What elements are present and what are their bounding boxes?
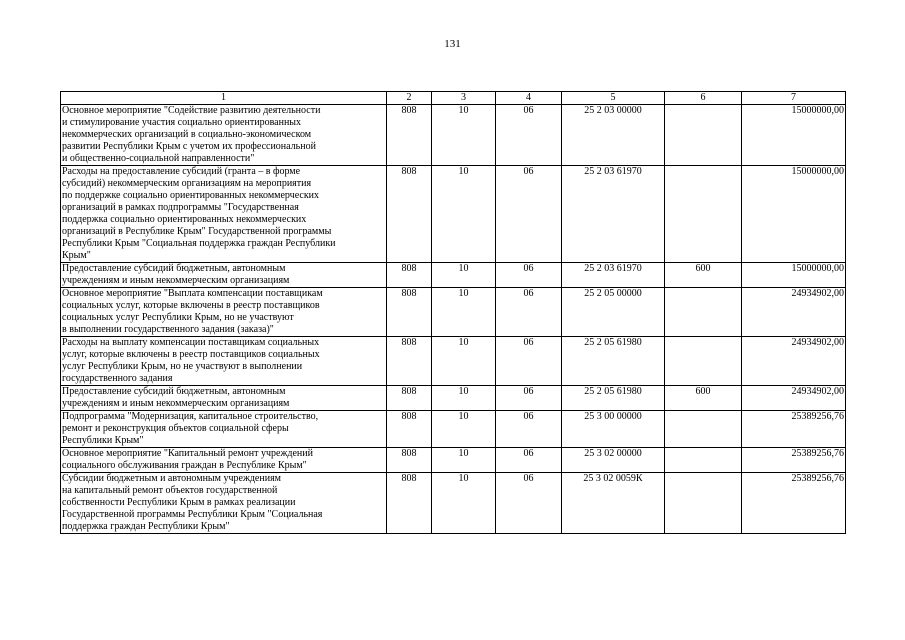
target-article-cell: 25 3 02 00000 (562, 448, 665, 473)
target-article-cell: 25 2 03 61970 (562, 166, 665, 263)
subsection-code-cell: 06 (496, 166, 562, 263)
expense-type-cell: 600 (665, 386, 742, 411)
section-code-cell: 10 (432, 105, 496, 166)
section-code-cell: 10 (432, 166, 496, 263)
budget-table (60, 91, 846, 534)
expense-type-cell (665, 473, 742, 534)
section-code-cell: 10 (432, 288, 496, 337)
section-code-cell: 10 (432, 386, 496, 411)
item-name-cell: Предоставление субсидий бюджетным, автономным учреждениям и иным некоммерческим организациям (61, 263, 387, 288)
ministry-code-cell: 808 (387, 411, 432, 448)
amount-cell: 15000000,00 (742, 105, 846, 166)
target-article-cell: 25 2 05 61980 (562, 337, 665, 386)
section-code-cell: 10 (432, 448, 496, 473)
ministry-code-cell: 808 (387, 448, 432, 473)
subsection-code-cell: 06 (496, 263, 562, 288)
table-row (61, 166, 846, 263)
header-cell: 2 (387, 92, 432, 105)
amount-cell: 24934902,00 (742, 288, 846, 337)
expense-type-cell (665, 166, 742, 263)
table-row (61, 288, 846, 337)
expense-type-cell (665, 448, 742, 473)
section-code-cell: 10 (432, 337, 496, 386)
target-article-cell: 25 3 00 00000 (562, 411, 665, 448)
subsection-code-cell: 06 (496, 473, 562, 534)
item-name-cell: Основное мероприятие "Выплата компенсации поставщикам социальных услуг, которые включены в реестр поставщиков социальных услуг Республики Крым, но не участвуют в выполнении государственного задания (заказа)" (61, 288, 387, 337)
table-row (61, 105, 846, 166)
ministry-code-cell: 808 (387, 386, 432, 411)
ministry-code-cell: 808 (387, 288, 432, 337)
table-header (61, 92, 846, 105)
subsection-code-cell: 06 (496, 448, 562, 473)
table-body (61, 105, 846, 534)
subsection-code-cell: 06 (496, 105, 562, 166)
subsection-code-cell: 06 (496, 288, 562, 337)
table-row (61, 473, 846, 534)
amount-cell: 24934902,00 (742, 337, 846, 386)
table-row (61, 263, 846, 288)
page-number: 131 (444, 38, 461, 50)
ministry-code-cell: 808 (387, 337, 432, 386)
ministry-code-cell: 808 (387, 105, 432, 166)
amount-cell: 25389256,76 (742, 448, 846, 473)
target-article-cell: 25 2 05 61980 (562, 386, 665, 411)
header-cell: 7 (742, 92, 846, 105)
target-article-cell: 25 2 03 61970 (562, 263, 665, 288)
target-article-cell: 25 2 05 00000 (562, 288, 665, 337)
amount-cell: 25389256,76 (742, 473, 846, 534)
header-row (61, 92, 846, 105)
header-cell: 3 (432, 92, 496, 105)
amount-cell: 24934902,00 (742, 386, 846, 411)
expense-type-cell: 600 (665, 263, 742, 288)
subsection-code-cell: 06 (496, 386, 562, 411)
subsection-code-cell: 06 (496, 337, 562, 386)
header-cell: 1 (61, 92, 387, 105)
item-name-cell: Подпрограмма "Модернизация, капитальное строительство, ремонт и реконструкция объектов социальной сферы Республики Крым" (61, 411, 387, 448)
table-row (61, 411, 846, 448)
amount-cell: 15000000,00 (742, 166, 846, 263)
subsection-code-cell: 06 (496, 411, 562, 448)
target-article-cell: 25 2 03 00000 (562, 105, 665, 166)
ministry-code-cell: 808 (387, 166, 432, 263)
amount-cell: 15000000,00 (742, 263, 846, 288)
section-code-cell: 10 (432, 411, 496, 448)
section-code-cell: 10 (432, 473, 496, 534)
expense-type-cell (665, 105, 742, 166)
ministry-code-cell: 808 (387, 263, 432, 288)
expense-type-cell (665, 337, 742, 386)
expense-type-cell (665, 411, 742, 448)
target-article-cell: 25 3 02 0059К (562, 473, 665, 534)
header-cell: 6 (665, 92, 742, 105)
expense-type-cell (665, 288, 742, 337)
item-name-cell: Расходы на выплату компенсации поставщикам социальных услуг, которые включены в реестр поставщиков социальных услуг Республики Крым, но не участвуют в выполнении государственного задания (61, 337, 387, 386)
item-name-cell: Предоставление субсидий бюджетным, автономным учреждениям и иным некоммерческим организациям (61, 386, 387, 411)
item-name-cell: Основное мероприятие "Капитальный ремонт учреждений социального обслуживания граждан в Республике Крым" (61, 448, 387, 473)
header-cell: 5 (562, 92, 665, 105)
header-cell: 4 (496, 92, 562, 105)
amount-cell: 25389256,76 (742, 411, 846, 448)
section-code-cell: 10 (432, 263, 496, 288)
item-name-cell: Расходы на предоставление субсидий (гранта – в форме субсидий) некоммерческим организациям на мероприятия по поддержке социально ориентированных некоммерческих организаций в рамках подпрограммы "Государственная поддержка социально ориентированных некоммерческих организаций в Республике Крым" Государственной программы Республики Крым "Социальная поддержка граждан Республики Крым" (61, 166, 387, 263)
item-name-cell: Субсидии бюджетным и автономным учреждениям на капитальный ремонт объектов государственной собственности Республики Крым в рамках реализации Государственной программы Республики Крым "Социальная поддержка граждан Республики Крым" (61, 473, 387, 534)
table-row (61, 337, 846, 386)
ministry-code-cell: 808 (387, 473, 432, 534)
table-row (61, 448, 846, 473)
item-name-cell: Основное мероприятие "Содействие развитию деятельности и стимулирование участия социально ориентированных некоммерческих организаций в социально-экономическом развитии Республики Крым с учетом их профессиональной и общественно-социальной направленности" (61, 105, 387, 166)
table-row (61, 386, 846, 411)
